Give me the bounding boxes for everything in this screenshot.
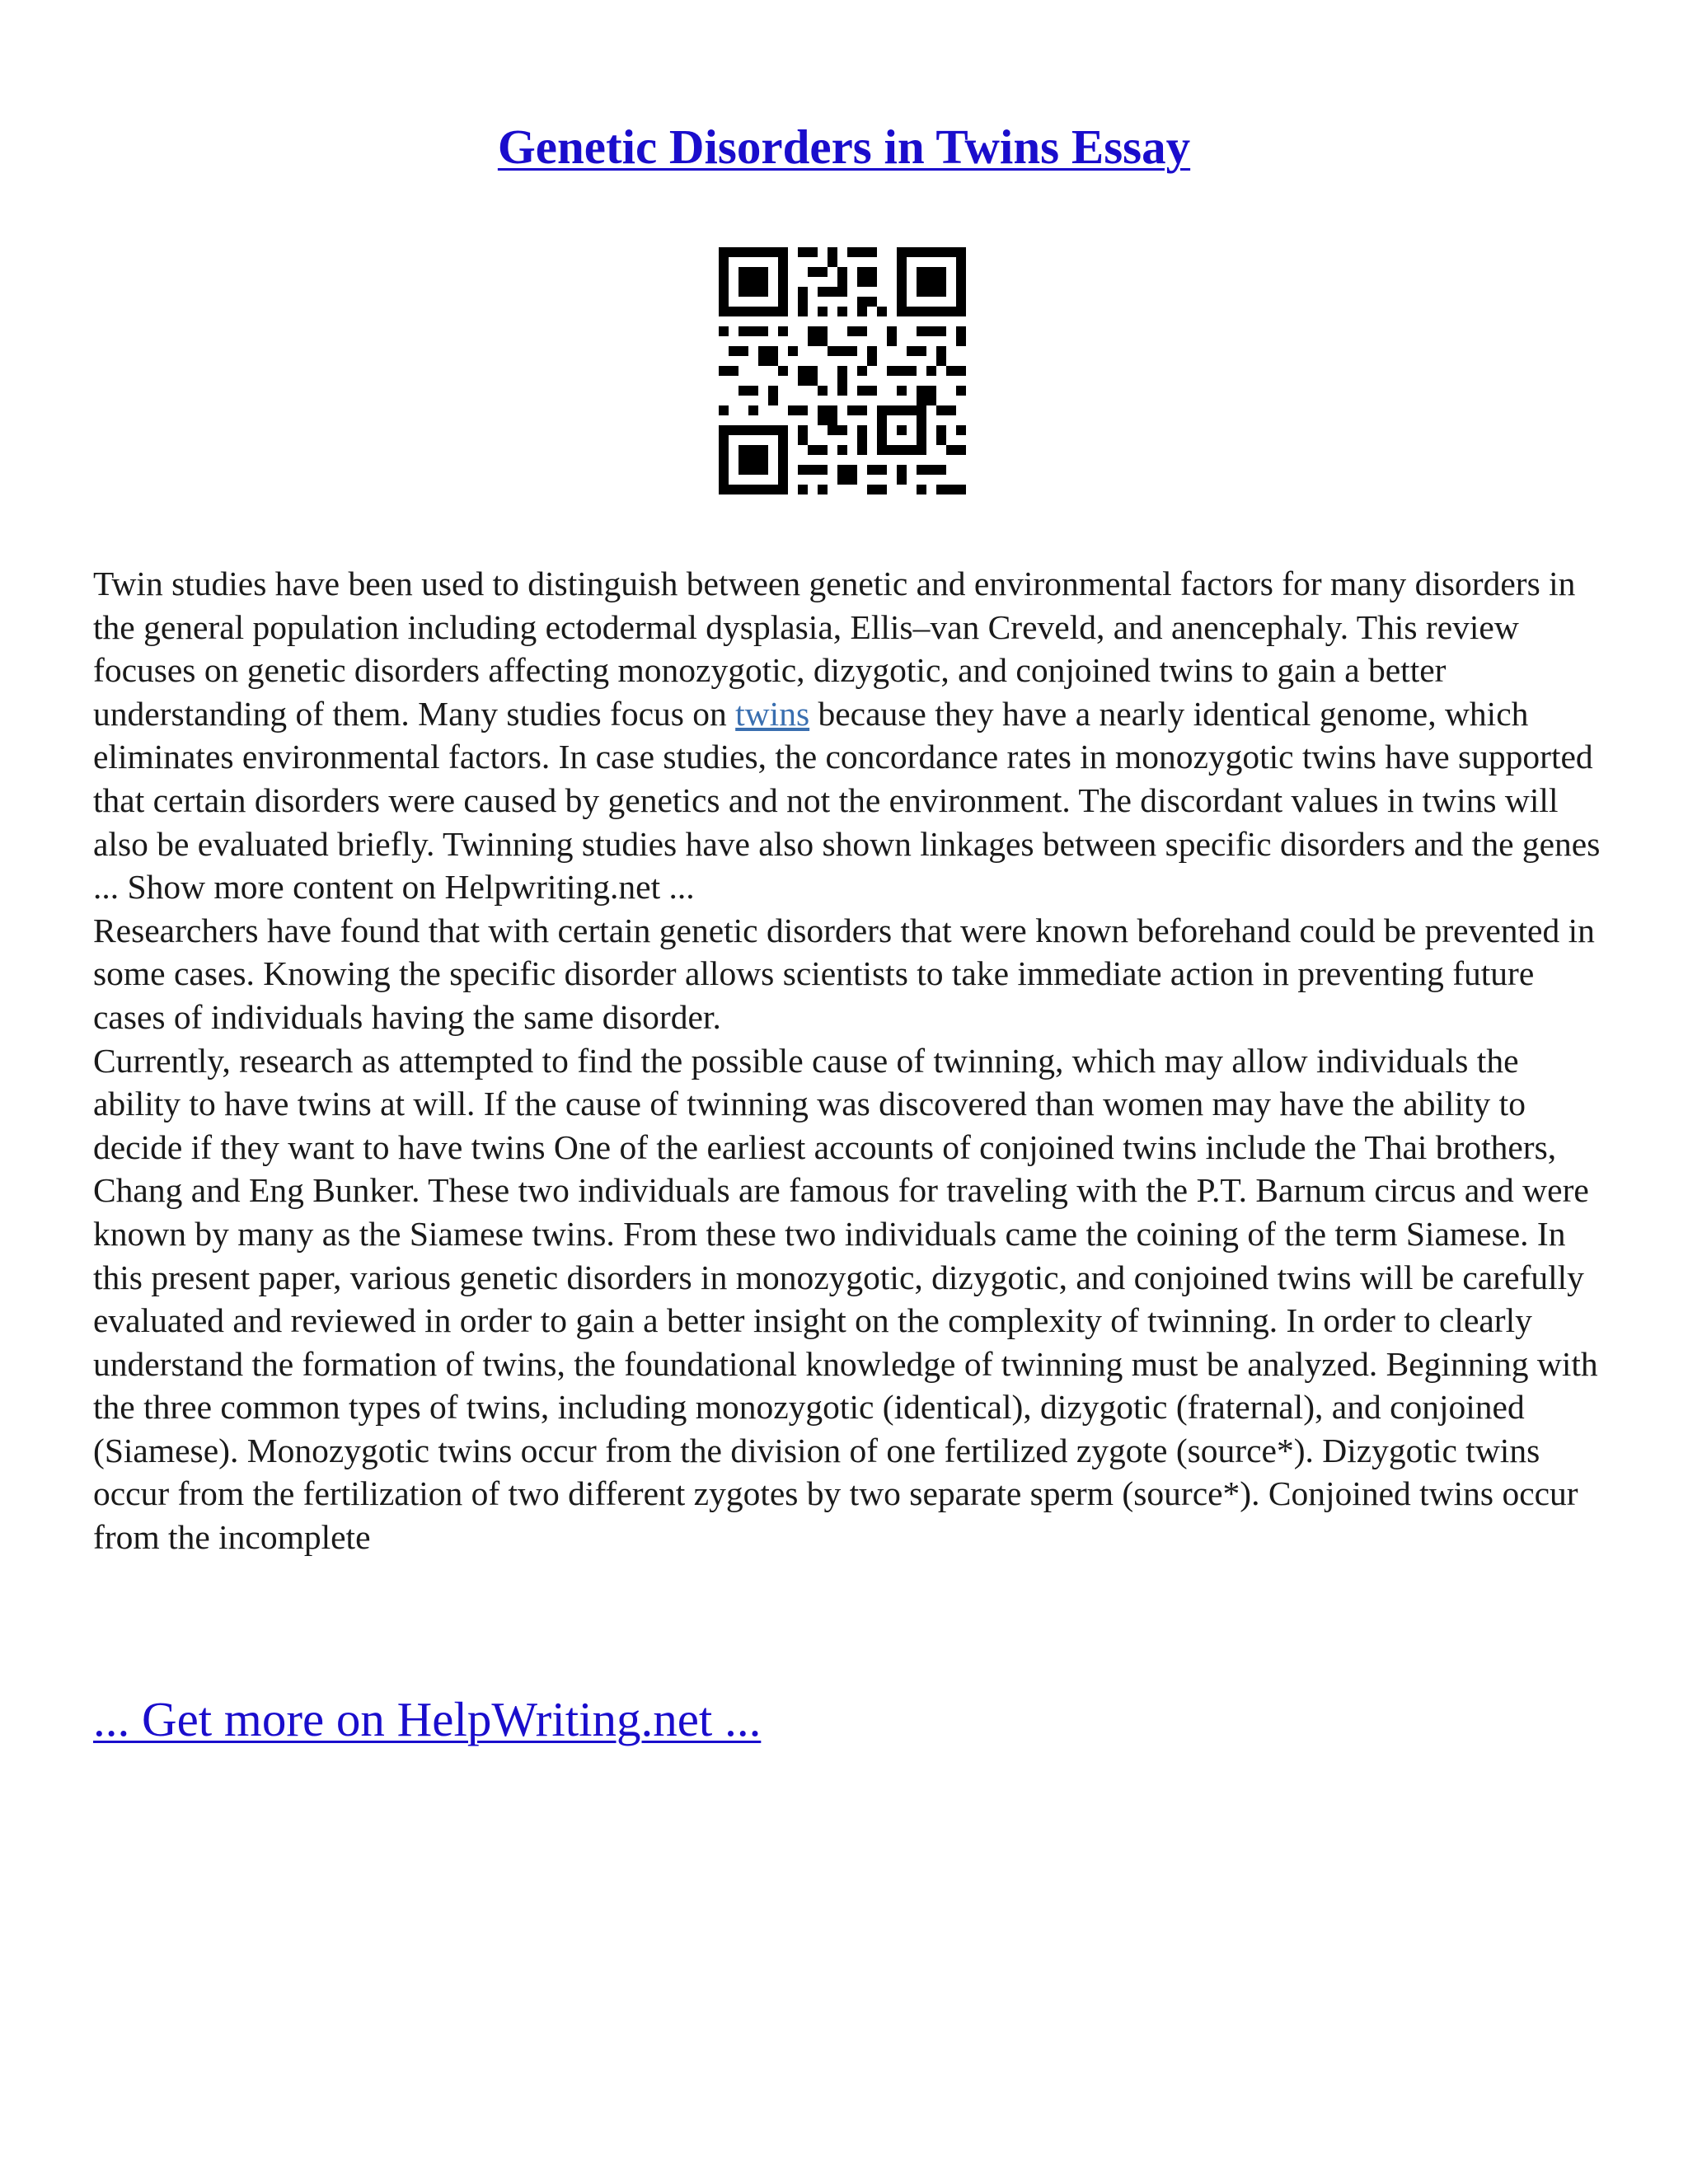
essay-body <box>93 562 1610 1559</box>
get-more-container <box>93 1690 761 1749</box>
twins-link[interactable]: twins <box>735 694 810 733</box>
get-more-link[interactable]: ... Get more on HelpWriting.net ... <box>93 1692 762 1746</box>
essay-paragraph-2: Researchers have found that with certain genetic disorders that were known beforehand could be prevented in some cases. Knowing the specific disorder allows scientists to take immediate action in preventing future cases of individuals having the same disorder. <box>93 911 1595 1036</box>
paragraph-1-text-start: Twin studies have been used to distinguish between genetic and environmental factors for many disorders in the general population including ectodermal dysplasia, Ellis–van Creveld, and anencephaly. This review focuses on genetic disorders affecting monozygotic, dizygotic, and conjoined twins to gain a better understanding of them. Many studies focus on <box>93 565 1576 733</box>
title-link[interactable]: Genetic Disorders in Twins Essay <box>497 120 1191 174</box>
qr-code-icon <box>719 247 966 494</box>
paragraph-1-text-end: because they have a nearly identical genome, which eliminates environmental factors. In case studies, the concordance rates in monozygotic twins have supported that certain disorders were caused by genetics and not the environment. The discordant values in twins will also be evaluated briefly. Twinning studies have also shown linkages between specific disorders and the genes ... Show more content on Helpwriting.net ... <box>93 694 1601 907</box>
essay-paragraph-1 <box>93 562 1610 909</box>
essay-paragraph-3: Currently, research as attempted to find the possible cause of twinning, which may allow individuals the ability to have twins at will. If the cause of twinning was discovered than women may have the ability to decide if they want to have twins One of the earliest accounts of conjoined twins include the Thai brothers, Chang and Eng Bunker. These two individuals are famous for traveling with the P.T. Barnum circus and were known by many as the Siamese twins. From these two individuals came the coining of the term Siamese. In this present paper, various genetic disorders in monozygotic, dizygotic, and conjoined twins will be carefully evaluated and reviewed in order to gain a better insight on the complexity of twinning. In order to clearly understand the formation of twins, the foundational knowledge of twinning must be analyzed. Beginning with the three common types of twins, including monozygotic (identical), dizygotic (fraternal), and conjoined (Siamese). Monozygotic twins occur from the division of one fertilized zygote (source*). Dizygotic twins occur from the fertilization of two different zygotes by two separate sperm (source*). Conjoined twins occur from the incomplete <box>93 1041 1598 1557</box>
page-title <box>0 114 1688 180</box>
